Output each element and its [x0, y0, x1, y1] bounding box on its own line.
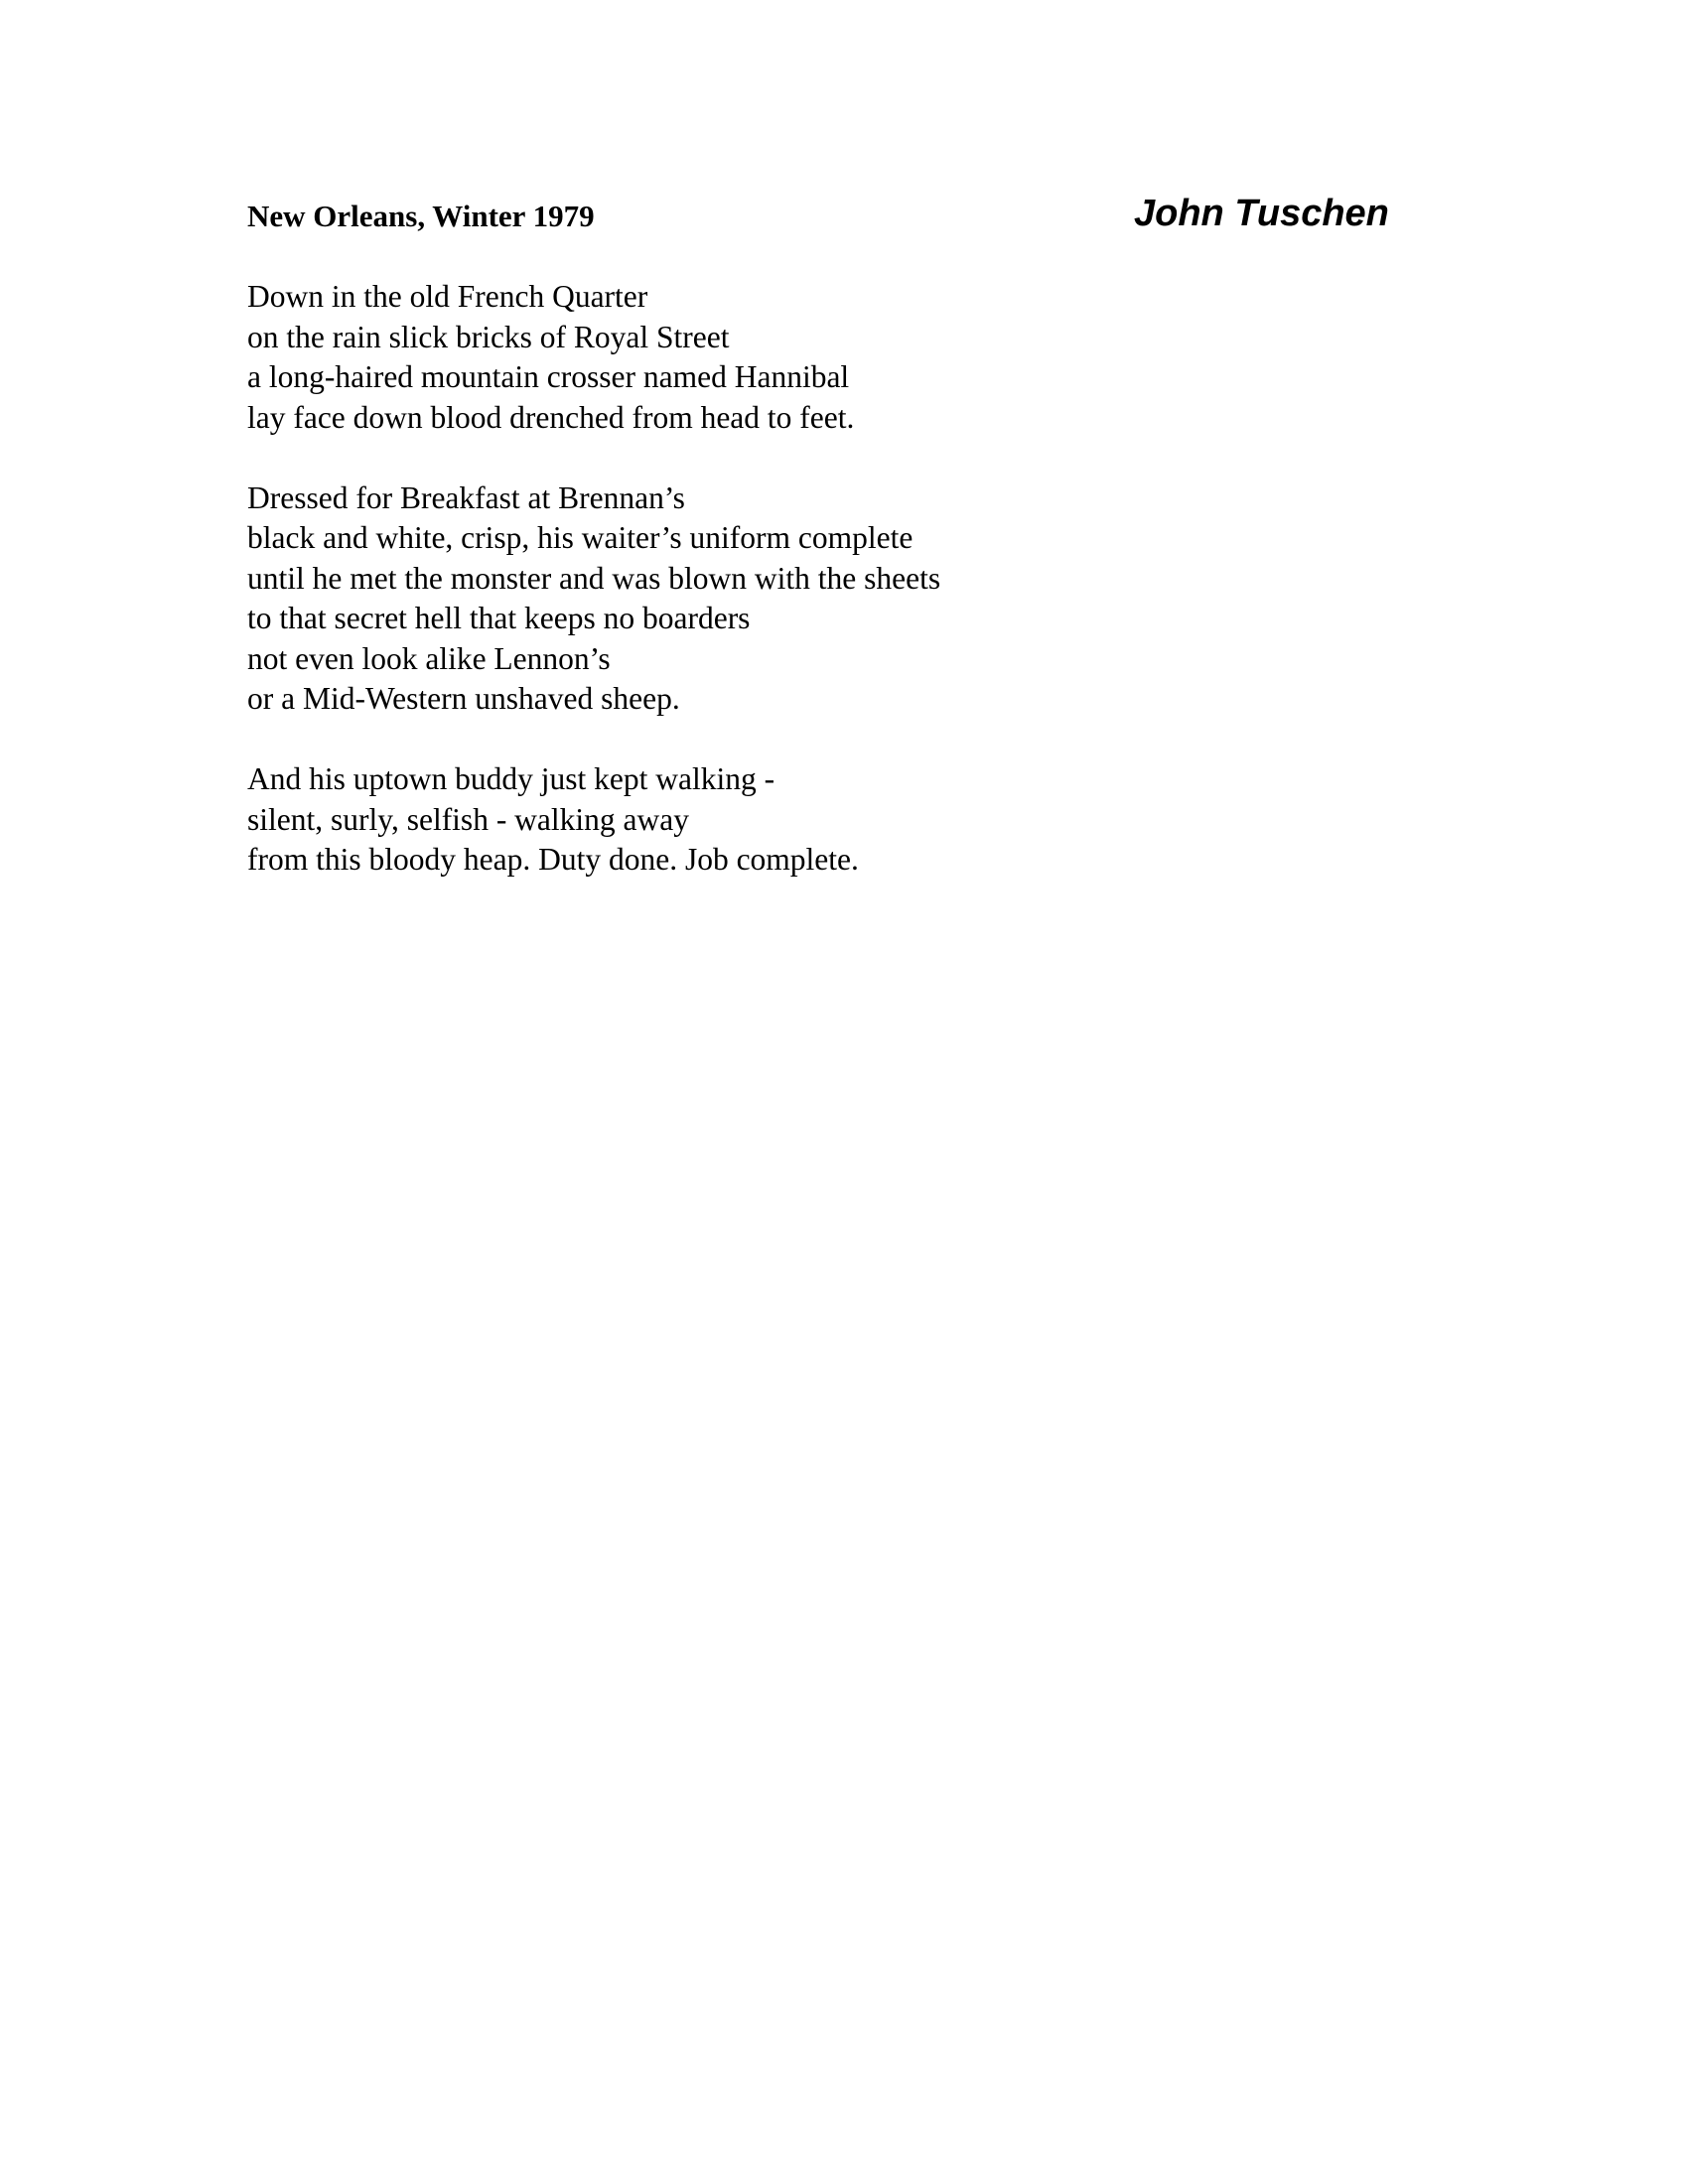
stanza-3: [247, 759, 1339, 881]
poem-line: lay face down blood drenched from head to feet.: [247, 399, 855, 435]
poem-line: silent, surly, selfish - walking away: [247, 801, 689, 837]
stanza-2: [247, 478, 1339, 720]
poem-line: black and white, crisp, his waiter’s uniform complete: [247, 520, 914, 555]
poem-line: to that secret hell that keeps no boarders: [247, 601, 751, 635]
poem-author: John Tuschen: [1134, 193, 1389, 234]
poem-line: from this bloody heap. Duty done. Job complete.: [247, 842, 859, 877]
poem-line: Dressed for Breakfast at Brennan’s: [247, 479, 685, 515]
poem-line: a long-haired mountain crosser named Hannibal: [247, 359, 850, 394]
poem-line: Down in the old French Quarter: [247, 279, 648, 314]
poem-line: or a Mid-Western unshaved sheep.: [247, 681, 680, 716]
poem-title: New Orleans, Winter 1979: [247, 199, 595, 233]
poem-line: not even look alike Lennon’s: [247, 640, 611, 676]
poem-line: on the rain slick bricks of Royal Street: [247, 319, 730, 354]
stanza-1: [247, 277, 1339, 438]
poem-line: And his uptown buddy just kept walking -: [247, 761, 775, 796]
poem-line: until he met the monster and was blown with the sheets: [247, 560, 941, 596]
poem-body: [247, 277, 1339, 920]
